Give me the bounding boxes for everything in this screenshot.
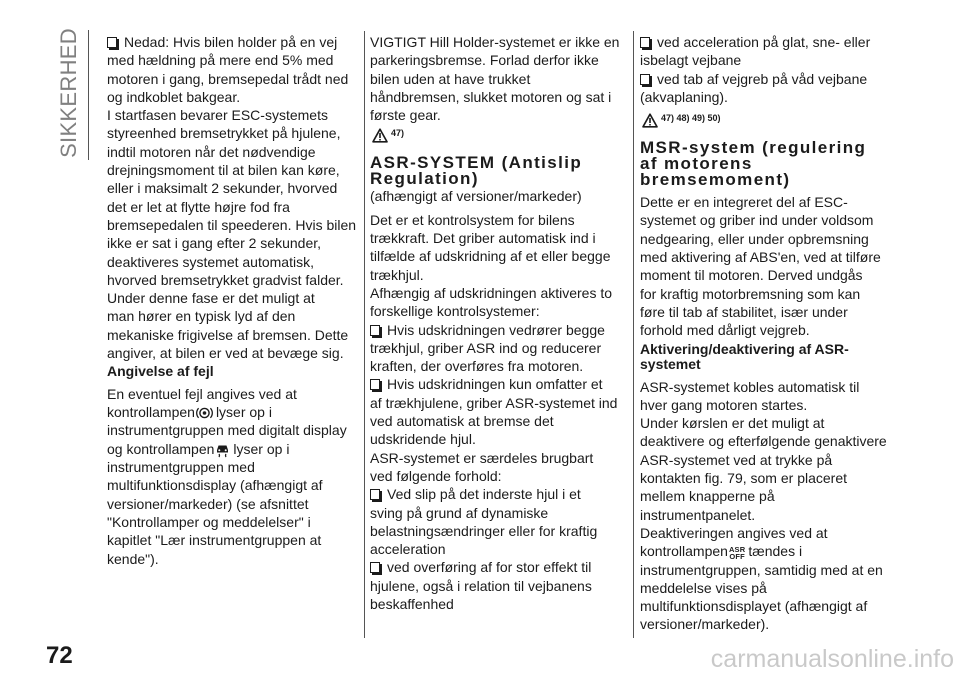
text-segment: Regulation) — [370, 169, 479, 189]
text-line — [107, 271, 359, 289]
text-line — [370, 394, 628, 412]
text-line — [640, 579, 902, 597]
text-line — [640, 321, 902, 339]
text-line — [370, 187, 628, 205]
text-line — [107, 289, 359, 307]
asr-off-icon — [729, 546, 745, 560]
text-segment: mellem knapperne på — [640, 488, 775, 505]
text-line — [640, 542, 902, 560]
text-line — [107, 106, 359, 124]
text-line — [107, 495, 359, 513]
page-number: 72 — [46, 642, 73, 669]
text-segment: føre til tab af stabilitet, især under — [640, 303, 848, 320]
text-segment: ASR-systemet kobles automatisk til — [640, 378, 860, 395]
text-segment: bremsepedalen til speederen. Hvis bilen — [107, 216, 357, 233]
text-segment: Ved slip på det inderste hjul i et — [387, 486, 581, 503]
warning-note — [370, 127, 628, 143]
esc-failure-icon — [196, 406, 213, 420]
text-segment: systemet og griber ind under voldsom — [640, 212, 874, 229]
text-segment: (akvaplaning). — [640, 88, 728, 105]
chapter-heading — [370, 155, 628, 187]
text-line — [107, 476, 359, 494]
text-segment: bilen uden at have trukket — [370, 70, 531, 87]
paragraph — [370, 449, 628, 486]
watermark: carmanualsonline.info — [710, 645, 954, 673]
text-line — [107, 143, 359, 161]
chapter-heading — [640, 140, 902, 188]
text-segment: isbelagt vejbane — [640, 52, 742, 69]
text-segment: motoren i gang, bremsepedal trådt ned — [107, 70, 349, 87]
text-segment: sving på grund af dynamiske — [370, 504, 549, 521]
text-segment: instrumentgruppen, samtidig med at en — [640, 561, 883, 578]
text-segment: tændes i — [748, 543, 803, 560]
text-segment: hvorved bremsetrykket gradvist falder. — [107, 271, 344, 288]
square-bullet-icon — [370, 489, 380, 500]
text-line — [640, 378, 902, 396]
text-segment: belastningsændringer eller for kraftig — [370, 522, 598, 539]
text-line — [640, 172, 902, 188]
text-column-1 — [107, 33, 359, 568]
text-segment: håndbremsen, slukket motoren og sat i — [370, 88, 612, 105]
text-segment: det er let at flytte højre fod fra — [107, 198, 290, 215]
bullet-item — [370, 485, 628, 558]
text-line — [107, 198, 359, 216]
text-segment: kapitlet "Lær instrumentgruppen at — [107, 532, 322, 549]
text-segment: beskaffenhed — [370, 596, 454, 613]
paragraph — [370, 33, 628, 124]
text-line — [640, 51, 902, 69]
text-line — [370, 284, 628, 302]
text-line — [107, 550, 359, 568]
text-line — [370, 485, 628, 503]
text-line — [107, 344, 359, 362]
text-segment: Deaktiveringen angives ved at — [640, 524, 828, 541]
section-tab-divider — [88, 30, 89, 160]
esc-skid-car-icon — [215, 442, 230, 458]
column-divider — [364, 31, 365, 638]
text-line — [370, 70, 628, 88]
text-segment: Under kørslen er det muligt at — [640, 415, 825, 432]
text-line — [370, 51, 628, 69]
text-segment: Aktivering/deaktivering af ASR- — [640, 340, 849, 357]
text-line — [640, 487, 902, 505]
text-line — [107, 385, 359, 403]
text-segment: moment til motoren. Derved undgås — [640, 267, 863, 284]
text-line — [370, 229, 628, 247]
text-segment: med aktivering af ABS'en, ved at tilføre — [640, 249, 881, 266]
text-segment: udskridende hjul. — [370, 431, 476, 448]
text-segment: Under denne fase er det muligt at — [107, 290, 315, 307]
paragraph — [107, 106, 359, 362]
note-references: 47) — [391, 128, 405, 139]
square-bullet-icon — [370, 379, 380, 390]
text-line — [370, 504, 628, 522]
square-bullet-icon — [370, 562, 380, 573]
text-segment: VIGTIGT Hill Holder-systemet er ikke en — [370, 34, 620, 50]
text-segment: ASR-SYSTEM (Antislip — [370, 153, 583, 173]
text-segment: "Kontrollamper og meddelelser" i — [107, 513, 311, 530]
text-line — [107, 458, 359, 476]
text-segment: ved følgende forhold: — [370, 467, 502, 484]
text-line — [107, 51, 359, 69]
text-segment: lyser op i — [233, 440, 290, 457]
text-line — [107, 307, 359, 325]
text-segment: indtil motoren når det nødvendige — [107, 143, 316, 160]
text-line — [640, 211, 902, 229]
heading-subtitle — [370, 187, 628, 205]
text-line — [370, 522, 628, 540]
text-segment: Dette er en integreret del af ESC- — [640, 194, 848, 211]
text-segment: angiver, at bilen er ved at bevæge sig. — [107, 345, 344, 362]
section-tab-label: SIKKERHED — [56, 28, 81, 158]
text-segment: af trækhjulene, griber ASR-systemet ind — [370, 394, 618, 411]
text-line — [107, 33, 359, 51]
text-line — [107, 161, 359, 179]
text-segment: hjulene, også i relation til vejbanens — [370, 577, 592, 594]
text-line — [370, 171, 628, 187]
text-line — [370, 595, 628, 613]
text-segment: nedgearing, eller under opbremsning — [640, 230, 869, 247]
bullet-item — [640, 70, 902, 107]
square-bullet-icon — [640, 74, 650, 85]
text-segment: Angivelse af fejl — [107, 363, 214, 380]
text-segment: kende"). — [107, 550, 159, 567]
text-segment: acceleration — [370, 541, 446, 558]
text-segment: instrumentgruppen med digitalt display — [107, 422, 347, 439]
text-segment: Hvis udskridningen kun omfatter et — [387, 376, 603, 393]
text-segment: versioner/markeder) (se afsnittet — [107, 495, 309, 512]
text-line — [107, 440, 359, 458]
text-line — [107, 364, 359, 380]
text-segment: ved acceleration på glat, sne- eller — [657, 34, 871, 50]
icon-label: ASR — [728, 544, 746, 554]
text-segment: styreenhed bremsetrykket på hjulene, — [107, 125, 341, 142]
text-segment: MSR-system (regulering — [640, 138, 867, 158]
text-line — [370, 321, 628, 339]
square-bullet-icon — [370, 325, 380, 336]
text-line — [370, 247, 628, 265]
text-line — [107, 70, 359, 88]
square-bullet-icon — [107, 37, 117, 48]
text-line — [370, 375, 628, 393]
text-segment: Nedad: Hvis bilen holder på en vej — [124, 34, 338, 50]
text-line — [640, 70, 902, 88]
text-segment: hver gang motoren startes. — [640, 396, 808, 413]
text-segment: ved overføring af for stor effekt til — [387, 559, 592, 576]
icon-label: OFF — [729, 551, 745, 561]
text-line — [370, 540, 628, 558]
column-divider — [633, 31, 634, 638]
text-line — [107, 531, 359, 549]
text-segment: (afhængigt af versioner/markeder) — [370, 188, 582, 205]
text-segment: meddelelse vises på — [640, 579, 767, 596]
text-segment: Det er et kontrolsystem for bilens — [370, 211, 575, 228]
text-segment: for kraftig motorbremsning som kan — [640, 285, 861, 302]
text-line — [640, 451, 902, 469]
text-line — [107, 124, 359, 142]
text-line — [640, 266, 902, 284]
text-line — [370, 266, 628, 284]
text-segment: og indkoblet bakgear. — [107, 88, 241, 105]
text-line — [640, 230, 902, 248]
text-segment: deaktivere og efterfølgende genaktivere — [640, 433, 887, 450]
text-segment: ASR-systemet er særdeles brugbart — [370, 449, 594, 466]
text-line — [107, 513, 359, 531]
text-line — [640, 88, 902, 106]
text-line — [640, 248, 902, 266]
text-segment: ikke er sat i gang efter 2 sekunder, — [107, 235, 322, 252]
paragraph — [107, 385, 359, 568]
text-segment: tilfælde af udskridning af et eller begge — [370, 248, 611, 265]
text-segment: kontrollampen — [640, 543, 728, 560]
text-segment: Hvis udskridningen vedrører begge — [387, 321, 605, 338]
text-line — [107, 88, 359, 106]
text-line — [107, 326, 359, 344]
text-segment: I startfasen bevarer ESC-systemets — [107, 107, 328, 124]
text-line — [640, 432, 902, 450]
text-segment: parkeringsbremse. Forlad derfor ikke — [370, 52, 599, 69]
text-segment: ved tab af vejgreb på våd vejbane — [657, 70, 868, 87]
section-heading — [107, 364, 359, 380]
text-segment: trækkraft. Det griber automatisk ind i — [370, 230, 596, 247]
text-line — [640, 396, 902, 414]
text-segment: forskellige kontrolsystemer: — [370, 303, 540, 320]
text-line — [640, 524, 902, 542]
text-segment: drejningsmoment til at bilen kan køre, — [107, 162, 340, 179]
text-segment: instrumentpanelet. — [640, 506, 756, 523]
text-segment: kontakten fig. 79, som er placeret — [640, 470, 847, 487]
text-line — [370, 412, 628, 430]
text-segment: eller i maksimalt 2 sekunder, hvorved — [107, 180, 338, 197]
text-line — [370, 449, 628, 467]
text-segment: Afhængig af udskridningen aktiveres to — [370, 284, 613, 301]
text-line — [370, 302, 628, 320]
paragraph — [640, 193, 902, 339]
text-line — [107, 234, 359, 252]
warning-triangle-icon — [642, 113, 658, 128]
text-segment: trækhjul, griber ASR ind og reducerer — [370, 339, 602, 356]
text-segment: deaktiveres systemet automatisk, — [107, 253, 314, 270]
text-segment: med hældning på mere end 5% med — [107, 52, 334, 69]
text-line — [370, 211, 628, 229]
text-segment: versioner/markeder). — [640, 616, 770, 633]
text-segment: og kontrollampen — [107, 440, 215, 457]
bullet-item — [370, 375, 628, 448]
text-line — [107, 253, 359, 271]
text-segment: multifunktionsdisplayet (afhængigt af — [640, 598, 868, 615]
text-line — [370, 33, 628, 51]
text-line — [640, 33, 902, 51]
text-column-3 — [640, 33, 902, 634]
text-line — [370, 577, 628, 595]
text-line — [640, 285, 902, 303]
text-segment: af motorens — [640, 154, 753, 174]
text-segment: lyser op i — [215, 404, 272, 421]
text-segment: ved automatisk at bremse det — [370, 413, 554, 430]
note-references: 47) 48) 49) 50) — [661, 113, 721, 124]
text-segment: trækhjul. — [370, 266, 424, 283]
text-segment: man hører en typisk lyd af den — [107, 308, 296, 325]
text-line — [370, 88, 628, 106]
text-line — [107, 216, 359, 234]
bullet-item — [640, 33, 902, 70]
bullet-item — [370, 321, 628, 376]
bullet-item — [370, 558, 628, 613]
text-segment: instrumentgruppen med — [107, 459, 255, 476]
text-line — [370, 357, 628, 375]
text-segment: bremsemoment) — [640, 170, 791, 190]
text-line — [370, 558, 628, 576]
text-line — [640, 597, 902, 615]
text-line — [640, 193, 902, 211]
text-line — [370, 339, 628, 357]
text-segment: kraften, der overføres fra motoren. — [370, 358, 584, 375]
paragraph — [370, 211, 628, 321]
text-line — [107, 421, 359, 439]
text-line — [107, 179, 359, 197]
text-line — [640, 303, 902, 321]
text-segment: ASR-systemet ved at trykke på — [640, 451, 833, 468]
text-line — [370, 467, 628, 485]
text-segment: multifunktionsdisplay (afhængigt af — [107, 477, 323, 494]
text-segment: kontrollampen — [107, 404, 195, 421]
text-segment: første gear. — [370, 107, 441, 124]
warning-triangle-icon — [372, 128, 388, 143]
section-heading — [640, 342, 902, 373]
text-line — [640, 561, 902, 579]
text-segment: En eventuel fejl angives ved at — [107, 385, 297, 402]
text-line — [640, 342, 902, 358]
text-line — [640, 414, 902, 432]
warning-note — [640, 112, 902, 128]
text-line — [107, 403, 359, 421]
text-line — [640, 615, 902, 633]
text-column-2 — [370, 33, 628, 613]
text-line — [370, 106, 628, 124]
text-line — [640, 506, 902, 524]
text-segment: mekaniske frigivelse af bremsen. Dette — [107, 326, 349, 343]
text-line — [640, 469, 902, 487]
text-segment: forhold med dårligt vejgreb. — [640, 322, 810, 339]
paragraph — [640, 378, 902, 634]
text-line — [640, 357, 902, 373]
bullet-item — [107, 33, 359, 106]
text-line — [370, 430, 628, 448]
text-segment: systemet — [640, 356, 701, 373]
square-bullet-icon — [640, 37, 650, 48]
